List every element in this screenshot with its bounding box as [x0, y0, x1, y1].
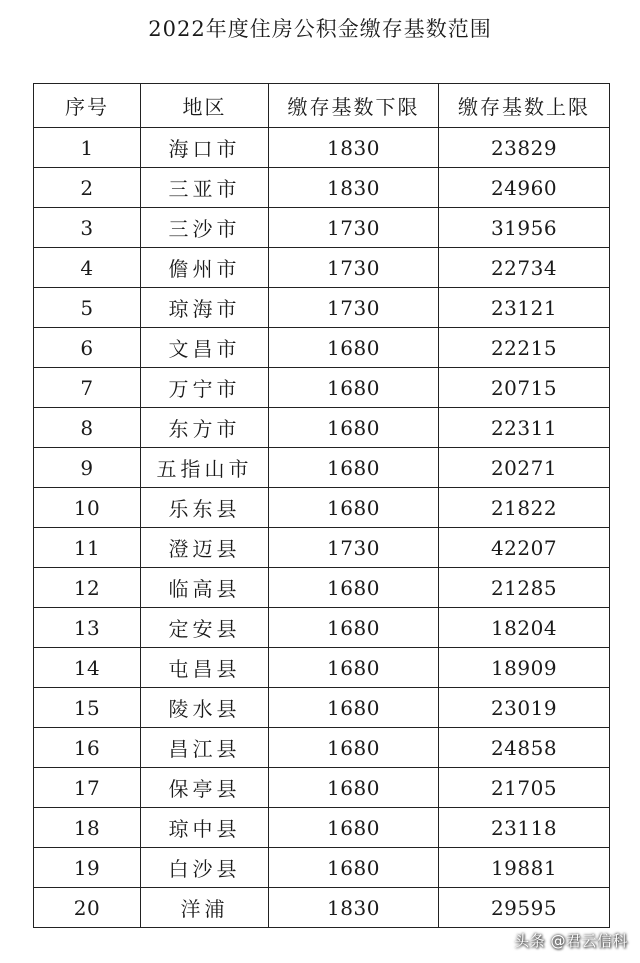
cell-region: 儋州市 — [141, 248, 269, 288]
cell-upper-limit: 21822 — [439, 488, 610, 528]
cell-region: 三亚市 — [141, 168, 269, 208]
cell-index: 19 — [34, 848, 141, 888]
cell-index: 16 — [34, 728, 141, 768]
cell-region: 五指山市 — [141, 448, 269, 488]
table-row — [34, 368, 610, 408]
cell-region: 昌江县 — [141, 728, 269, 768]
cell-lower-limit: 1680 — [269, 768, 439, 808]
table-row — [34, 848, 610, 888]
cell-index: 6 — [34, 328, 141, 368]
header-lower-limit: 缴存基数下限 — [269, 84, 439, 128]
cell-index: 17 — [34, 768, 141, 808]
cell-lower-limit: 1680 — [269, 328, 439, 368]
cell-index: 10 — [34, 488, 141, 528]
table-row — [34, 408, 610, 448]
table-row — [34, 248, 610, 288]
cell-upper-limit: 21285 — [439, 568, 610, 608]
cell-index: 1 — [34, 128, 141, 168]
cell-lower-limit: 1830 — [269, 128, 439, 168]
cell-lower-limit: 1730 — [269, 248, 439, 288]
cell-upper-limit: 22215 — [439, 328, 610, 368]
table-row — [34, 608, 610, 648]
header-region: 地区 — [141, 84, 269, 128]
cell-upper-limit: 21705 — [439, 768, 610, 808]
table-row — [34, 168, 610, 208]
cell-lower-limit: 1680 — [269, 408, 439, 448]
table-row — [34, 808, 610, 848]
contribution-base-table — [33, 83, 610, 928]
cell-index: 12 — [34, 568, 141, 608]
cell-index: 14 — [34, 648, 141, 688]
cell-region: 三沙市 — [141, 208, 269, 248]
cell-lower-limit: 1680 — [269, 448, 439, 488]
cell-upper-limit: 19881 — [439, 848, 610, 888]
cell-upper-limit: 18204 — [439, 608, 610, 648]
table-row — [34, 768, 610, 808]
cell-region: 乐东县 — [141, 488, 269, 528]
cell-index: 5 — [34, 288, 141, 328]
cell-upper-limit: 23121 — [439, 288, 610, 328]
cell-upper-limit: 23118 — [439, 808, 610, 848]
cell-upper-limit: 20715 — [439, 368, 610, 408]
cell-lower-limit: 1830 — [269, 168, 439, 208]
cell-region: 临高县 — [141, 568, 269, 608]
table-row — [34, 888, 610, 928]
cell-upper-limit: 23019 — [439, 688, 610, 728]
cell-region: 定安县 — [141, 608, 269, 648]
cell-region: 陵水县 — [141, 688, 269, 728]
cell-upper-limit: 23829 — [439, 128, 610, 168]
cell-index: 18 — [34, 808, 141, 848]
cell-lower-limit: 1730 — [269, 208, 439, 248]
cell-lower-limit: 1680 — [269, 488, 439, 528]
cell-lower-limit: 1680 — [269, 608, 439, 648]
cell-lower-limit: 1680 — [269, 568, 439, 608]
cell-region: 琼海市 — [141, 288, 269, 328]
cell-upper-limit: 24858 — [439, 728, 610, 768]
cell-lower-limit: 1680 — [269, 808, 439, 848]
cell-upper-limit: 22311 — [439, 408, 610, 448]
cell-upper-limit: 29595 — [439, 888, 610, 928]
cell-lower-limit: 1680 — [269, 848, 439, 888]
cell-lower-limit: 1730 — [269, 528, 439, 568]
cell-lower-limit: 1680 — [269, 728, 439, 768]
page-title: 2022年度住房公积金缴存基数范围 — [148, 17, 492, 41]
cell-upper-limit: 22734 — [439, 248, 610, 288]
cell-index: 8 — [34, 408, 141, 448]
cell-region: 洋浦 — [141, 888, 269, 928]
header-index: 序号 — [34, 84, 141, 128]
cell-index: 9 — [34, 448, 141, 488]
cell-index: 2 — [34, 168, 141, 208]
cell-region: 澄迈县 — [141, 528, 269, 568]
cell-region: 白沙县 — [141, 848, 269, 888]
cell-lower-limit: 1680 — [269, 688, 439, 728]
cell-region: 保亭县 — [141, 768, 269, 808]
table-header-row — [34, 84, 610, 128]
cell-index: 15 — [34, 688, 141, 728]
table-row — [34, 208, 610, 248]
table-row — [34, 448, 610, 488]
source-watermark: 头条 @君云信科 — [514, 932, 628, 950]
table-row — [34, 648, 610, 688]
cell-lower-limit: 1680 — [269, 648, 439, 688]
table-row — [34, 688, 610, 728]
cell-region: 海口市 — [141, 128, 269, 168]
table-row — [34, 728, 610, 768]
table-row — [34, 128, 610, 168]
table-row — [34, 288, 610, 328]
cell-index: 20 — [34, 888, 141, 928]
cell-index: 3 — [34, 208, 141, 248]
header-upper-limit: 缴存基数上限 — [439, 84, 610, 128]
cell-upper-limit: 24960 — [439, 168, 610, 208]
cell-region: 文昌市 — [141, 328, 269, 368]
cell-region: 东方市 — [141, 408, 269, 448]
cell-upper-limit: 18909 — [439, 648, 610, 688]
cell-upper-limit: 20271 — [439, 448, 610, 488]
cell-index: 11 — [34, 528, 141, 568]
table-row — [34, 528, 610, 568]
table-row — [34, 488, 610, 528]
cell-lower-limit: 1730 — [269, 288, 439, 328]
cell-upper-limit: 31956 — [439, 208, 610, 248]
cell-lower-limit: 1830 — [269, 888, 439, 928]
cell-region: 屯昌县 — [141, 648, 269, 688]
table-row — [34, 568, 610, 608]
table-body — [34, 128, 610, 928]
cell-lower-limit: 1680 — [269, 368, 439, 408]
cell-index: 13 — [34, 608, 141, 648]
cell-index: 7 — [34, 368, 141, 408]
cell-region: 琼中县 — [141, 808, 269, 848]
table-row — [34, 328, 610, 368]
cell-upper-limit: 42207 — [439, 528, 610, 568]
cell-region: 万宁市 — [141, 368, 269, 408]
cell-index: 4 — [34, 248, 141, 288]
